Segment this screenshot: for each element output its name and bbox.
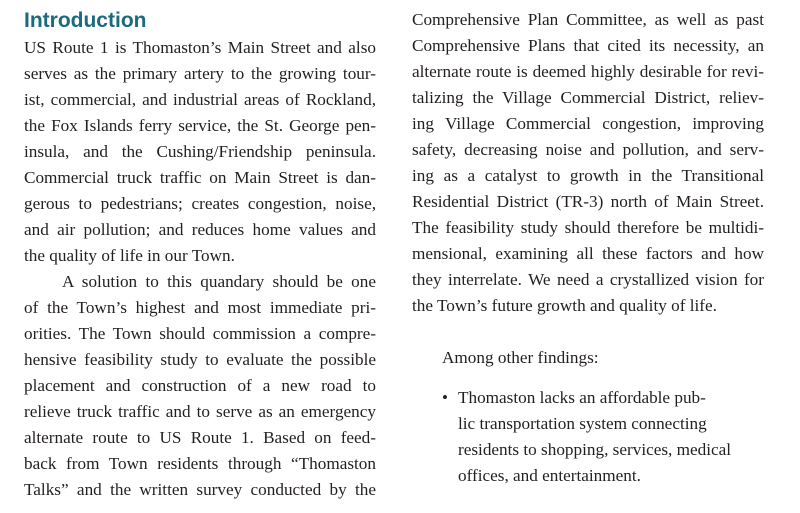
text-line: gerous to pedestrians; creates congestion, noise, bbox=[24, 194, 376, 213]
findings-intro: Among other findings: bbox=[442, 348, 599, 367]
text-line: alternate route is deemed highly desirable for revi- bbox=[412, 62, 764, 81]
bullet-line: residents to shopping, services, medical bbox=[458, 440, 732, 459]
text-line: the Town’s future growth and quality of life. bbox=[412, 296, 717, 315]
text-line: of the Town’s highest and most immediate pri- bbox=[24, 298, 376, 317]
text-line: they interrelate. We need a crystallized vision for bbox=[412, 270, 764, 289]
text-line: and air pollution; and reduces home values and bbox=[24, 220, 376, 239]
bullet-line: lic transportation system connecting bbox=[458, 414, 707, 433]
text-line: The feasibility study should therefore be multidi- bbox=[412, 218, 764, 237]
text-line: hensive feasibility study to evaluate the possible bbox=[24, 350, 376, 369]
text-line: Commercial truck traffic on Main Street is dan- bbox=[24, 168, 376, 187]
text-line: relieve truck traffic and to serve as an emergency bbox=[24, 402, 376, 421]
text-line: Residential District (TR-3) north of Main Street. bbox=[412, 192, 764, 211]
text-line: ing as a catalyst to growth in the Transitional bbox=[412, 166, 764, 185]
text-line: the quality of life in our Town. bbox=[24, 246, 235, 265]
text-line: Comprehensive Plan Committee, as well as past bbox=[412, 10, 764, 29]
text-line: the Fox Islands ferry service, the St. George pen- bbox=[24, 116, 376, 135]
bullet-icon: • bbox=[442, 388, 448, 407]
bullet-line: Thomaston lacks an affordable pub- bbox=[458, 388, 706, 407]
text-line: talizing the Village Commercial District, reliev- bbox=[412, 88, 764, 107]
text-line: A solution to this quandary should be one bbox=[62, 272, 376, 291]
text-line: back from Town residents through “Thomaston bbox=[24, 454, 376, 473]
text-line: placement and construction of a new road to bbox=[24, 376, 376, 395]
text-line: mensional, examining all these factors and how bbox=[412, 244, 764, 263]
section-heading: Introduction bbox=[24, 9, 147, 32]
text-line: alternate route to US Route 1. Based on feed- bbox=[24, 428, 376, 447]
text-line: US Route 1 is Thomaston’s Main Street and also bbox=[24, 38, 376, 57]
text-line: insula, and the Cushing/Friendship peninsula. bbox=[24, 142, 376, 161]
text-line: Comprehensive Plans that cited its necessity, an bbox=[412, 36, 764, 55]
text-line: serves as the primary artery to the growing tour- bbox=[24, 64, 376, 83]
text-line: safety, decreasing noise and pollution, and serv- bbox=[412, 140, 764, 159]
text-line: ing Village Commercial congestion, improving bbox=[412, 114, 764, 133]
text-line: ist, commercial, and industrial areas of Rockland, bbox=[24, 90, 376, 109]
text-line: orities. The Town should commission a compre- bbox=[24, 324, 376, 343]
bullet-line: offices, and entertainment. bbox=[458, 466, 641, 485]
text-line: Talks” and the written survey conducted by the bbox=[24, 480, 376, 499]
